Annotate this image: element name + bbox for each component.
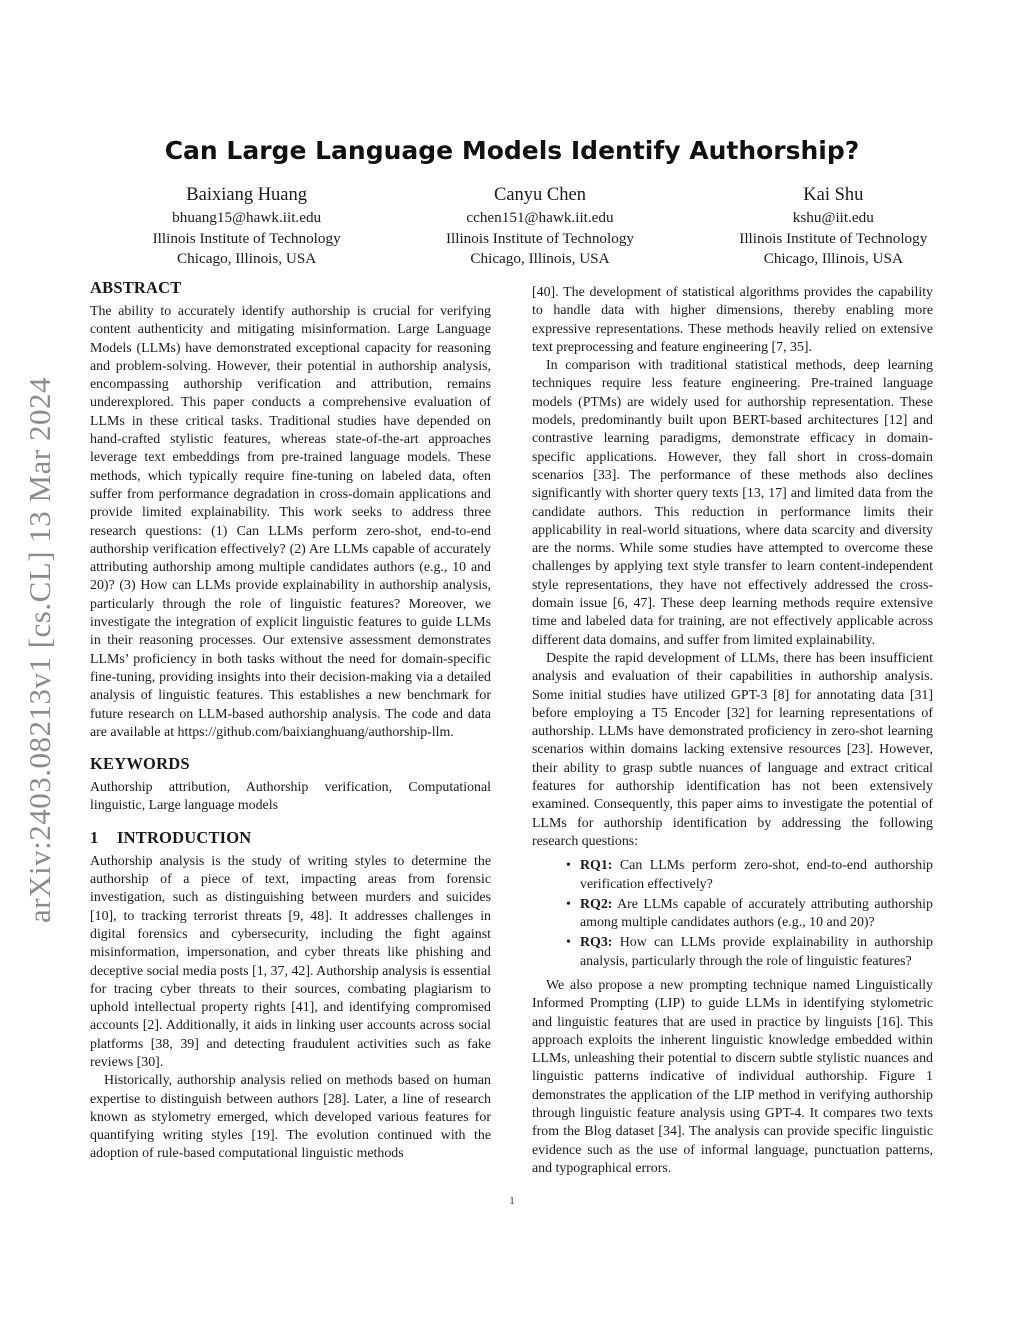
page-number: 1 <box>509 1196 515 1207</box>
arxiv-stamp-text: arXiv:2403.08213v1 [cs.CL] 13 Mar 2024 <box>22 377 57 923</box>
rq-text: Can LLMs perform zero-shot, end-to-end authorship verification effectively? <box>580 858 933 892</box>
author-1 <box>100 184 393 270</box>
author-affiliation: Illinois Institute of Technology <box>445 229 635 247</box>
section-title: INTRODUCTION <box>117 827 252 847</box>
intro-paragraph: [40]. The development of statistical algorithms provides the capability to handle data with higher dimensions, thereby enabling more expressive representations. These methods heavily relied on extensive text preprocessing and feature engineering [7, 35]. <box>532 285 933 355</box>
rq-text: How can LLMs provide explainability in authorship analysis, particularly through the role of linguistic features? <box>580 935 933 969</box>
author-location: Chicago, Illinois, USA <box>470 250 610 267</box>
author-affiliation: Illinois Institute of Technology <box>152 229 341 247</box>
abstract-heading: ABSTRACT <box>90 278 182 297</box>
intro-paragraph: Historically, authorship analysis relied on methods based on human expertise to distinguish between authors [28]. Later, a line of research known as stylometry emerged, which developed various features for quantifying writing styles [19]. The evolution continued with the adoption of rule-based computational linguistic methods <box>90 1073 491 1162</box>
author-affiliation: Illinois Institute of Technology <box>739 229 928 247</box>
author-email: kshu@iit.edu <box>792 209 874 226</box>
left-column <box>90 278 491 1164</box>
author-2 <box>393 184 686 270</box>
rq-text: Are LLMs capable of accurately attributing authorship among multiple candidates authors (e.g., 10 and 20)? <box>580 896 933 931</box>
rq-label: RQ1: <box>580 858 613 874</box>
paper-title: Can Large Language Models Identify Authorship? <box>164 136 860 165</box>
author-block <box>100 184 980 270</box>
author-name: Kai Shu <box>803 185 864 205</box>
author-name: Baixiang Huang <box>186 185 308 205</box>
research-question <box>580 934 933 971</box>
author-location: Chicago, Illinois, USA <box>177 250 317 267</box>
intro-paragraph: In comparison with traditional statistical methods, deep learning techniques require less feature engineering. Pre-trained language models (PTMs) are widely used for authorship representation. These models, predominantly built upon BERT-based architectures [12] and contrastive learning paradigms, demonstrate efficacy in domain-specific applications. However, they fall short in cross-domain scenarios [33]. The performance of these methods also declines significantly with shorter query texts [13, 17] and limited data from the candidate authors. This reduction in performance limits their applicability in real-world situations, where data scarcity and diversity are the norms. While some studies have attempted to overcome these challenges by applying text style transfer to learn content-independent style representations, they have not effectively addressed the cross-domain issue [6, 47]. These deep learning methods require extensive time and labeled data for training, are not effectively applicable across different data domains, and suffer from limited explainability. <box>532 358 933 648</box>
author-location: Chicago, Illinois, USA <box>763 250 903 267</box>
author-3 <box>687 184 980 270</box>
right-column <box>532 284 933 1178</box>
research-question <box>580 896 933 933</box>
rq-label: RQ3: <box>580 935 613 951</box>
intro-paragraph: We also propose a new prompting technique named Linguistically Informed Prompting (LIP) to guide LLMs in identifying stylometric and linguistic features that are used in practice by linguists [16]. This approach exploits the inherent linguistic knowledge embedded within LLMs, unleashing their potential to discern subtle stylistic nuances and linguistic patterns indicative of individual authorship. Figure 1 demonstrates the application of the LIP method in verifying authorship through linguistic feature analysis using GPT-4. It compares two texts from the Blog dataset [34]. The analysis can provide specific linguistic evidence such as the use of informal language, punctuation patterns, and typographical errors. <box>532 977 933 1176</box>
research-question <box>580 857 933 894</box>
keywords-text: Authorship attribution, Authorship verification, Computational linguistic, Large language models <box>90 780 491 814</box>
rq-label: RQ2: <box>580 896 613 912</box>
intro-paragraph: Authorship analysis is the study of writing styles to determine the authorship of a piece of text, impacting areas from forensic investigation, such as distinguishing between murders and suicides [10], to tracking terrorist threats [9, 48]. It addresses challenges in digital forensics and cybersecurity, including the fight against misinformation, impersonation, and cyber threats like phishing and deceptive social media posts [1, 37, 42]. Authorship analysis is essential for tracing cyber threats to their sources, combating plagiarism to uphold intellectual property rights [41], and identifying compromised accounts [2]. Additionally, it aids in linking user accounts across social platforms [38, 39] and detecting fraudulent activities such as fake reviews [30]. <box>90 853 491 1070</box>
abstract-text: The ability to accurately identify authorship is crucial for verifying content authenticity and mitigating misinformation. Large Language Models (LLMs) have demonstrated exceptional capacity for reasoning and problem-solving. However, their potential in authorship analysis, encompassing authorship verification and attribution, remains underexplored. This paper conducts a comprehensive evaluation of LLMs in these critical tasks. Traditional studies have depended on hand-crafted stylistic features, whereas state-of-the-art approaches leverage text embeddings from pre-trained language models. These methods, which typically require fine-tuning on labeled data, often suffer from performance degradation in cross-domain applications and provide limited explainability. This work seeks to address three research questions: (1) Can LLMs perform zero-shot, end-to-end authorship verification effectively? (2) Are LLMs capable of accurately attributing authorship among multiple candidates authors (e.g., 10 and 20)? (3) How can LLMs provide explainability in authorship analysis, particularly through the role of linguistic features? Moreover, we investigate the integration of explicit linguistic features to guide LLMs in their reasoning processes. Our extensive assessment demonstrates LLMs’ proficiency in both tasks without the need for domain-specific fine-tuning, providing insights into their decision-making via a detailed analysis of linguistic features. This establishes a new benchmark for future research on LLM-based authorship analysis. The code and data are available at https://github.com/baixianghuang/authorship-llm. <box>90 304 491 740</box>
author-email: cchen151@hawk.iit.edu <box>466 209 614 226</box>
author-name: Canyu Chen <box>494 185 586 205</box>
research-questions-list <box>532 857 933 971</box>
author-email: bhuang15@hawk.iit.edu <box>172 209 322 226</box>
introduction-heading <box>90 828 491 848</box>
intro-paragraph: Despite the rapid development of LLMs, there has been insufficient analysis and evaluation of their capabilities in authorship analysis. Some initial studies have utilized GPT-3 [8] for annotating data [31] before employing a T5 Encoder [32] for learning representations of authorship. LLMs have demonstrated proficiency in zero-shot learning scenarios within domains lacking extensive resources [23]. However, their ability to grasp subtle nuances of language and extract critical features for authorship identification has not been extensively examined. Consequently, this paper aims to investigate the potential of LLMs for authorship identification by addressing the following research questions: <box>532 650 933 849</box>
keywords-heading: KEYWORDS <box>90 754 190 774</box>
section-number: 1 <box>90 827 99 847</box>
